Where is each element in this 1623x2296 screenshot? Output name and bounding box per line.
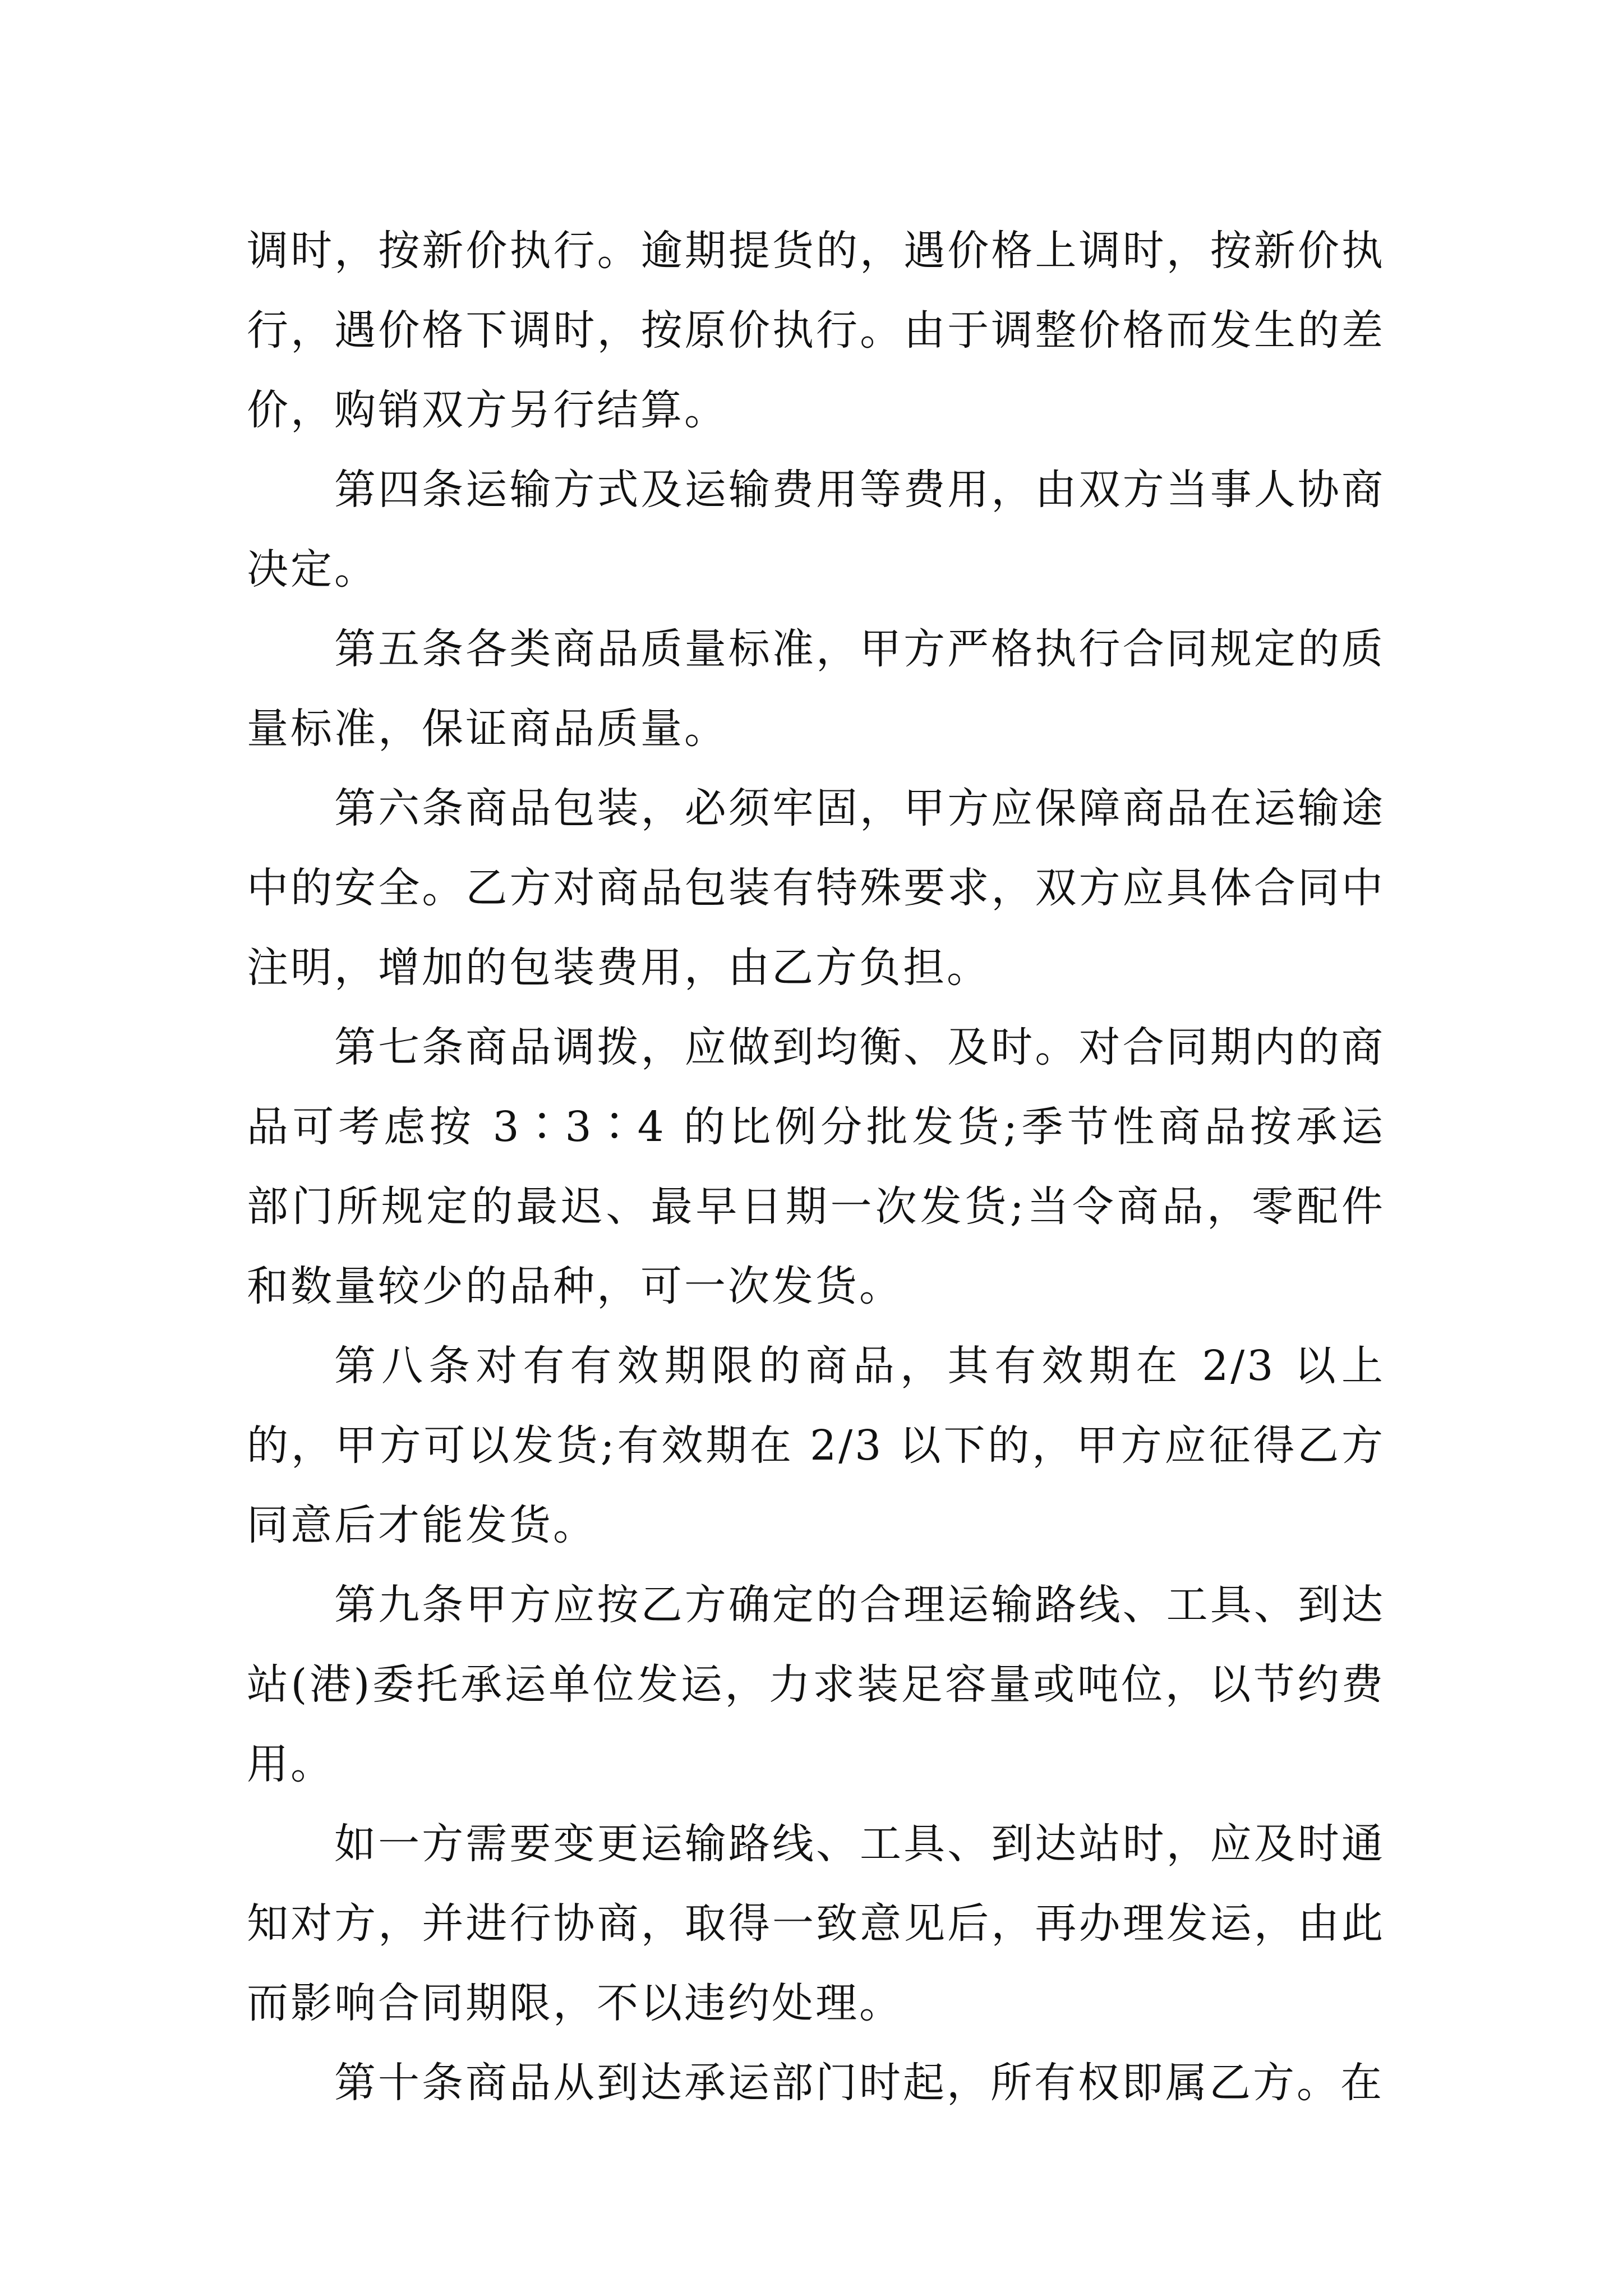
paragraph: 第十条商品从到达承运部门时起，所有权即属乙方。在 [334, 2059, 1384, 2107]
paragraph: 如一方需要变更运输路线、工具、到达站时，应及时通知对方，并进行协商，取得一致意见后，再办理发运，由此而影响合同期限，不以违约处理。 [247, 1820, 1385, 2027]
document-body [247, 211, 1385, 2123]
paragraph: 第九条甲方应按乙方确定的合理运输路线、工具、到达站(港)委托承运单位发运，力求装足容量或吨位，以节约费用。 [247, 1581, 1385, 1788]
paragraph: 第六条商品包装，必须牢固，甲方应保障商品在运输途中的安全。乙方对商品包装有特殊要求，双方应具体合同中注明，增加的包装费用，由乙方负担。 [247, 784, 1385, 992]
paragraph: 调时，按新价执行。逾期提货的，遇价格上调时，按新价执行，遇价格下调时，按原价执行。由于调整价格而发生的差价，购销双方另行结算。 [247, 227, 1385, 434]
paragraph: 第八条对有有效期限的商品，其有效期在 2/3 以上的，甲方可以发货;有效期在 2/3 以下的，甲方应征得乙方同意后才能发货。 [247, 1342, 1385, 1549]
paragraph: 第四条运输方式及运输费用等费用，由双方当事人协商决定。 [247, 466, 1385, 593]
paragraph: 第五条各类商品质量标准，甲方严格执行合同规定的质量标准，保证商品质量。 [247, 625, 1385, 753]
paragraph: 第七条商品调拨，应做到均衡、及时。对合同期内的商品可考虑按 3∶3∶4 的比例分批发货;季节性商品按承运部门所规定的最迟、最早日期一次发货;当令商品，零配件和数量较少的品种，可一次发货。 [247, 1023, 1385, 1310]
